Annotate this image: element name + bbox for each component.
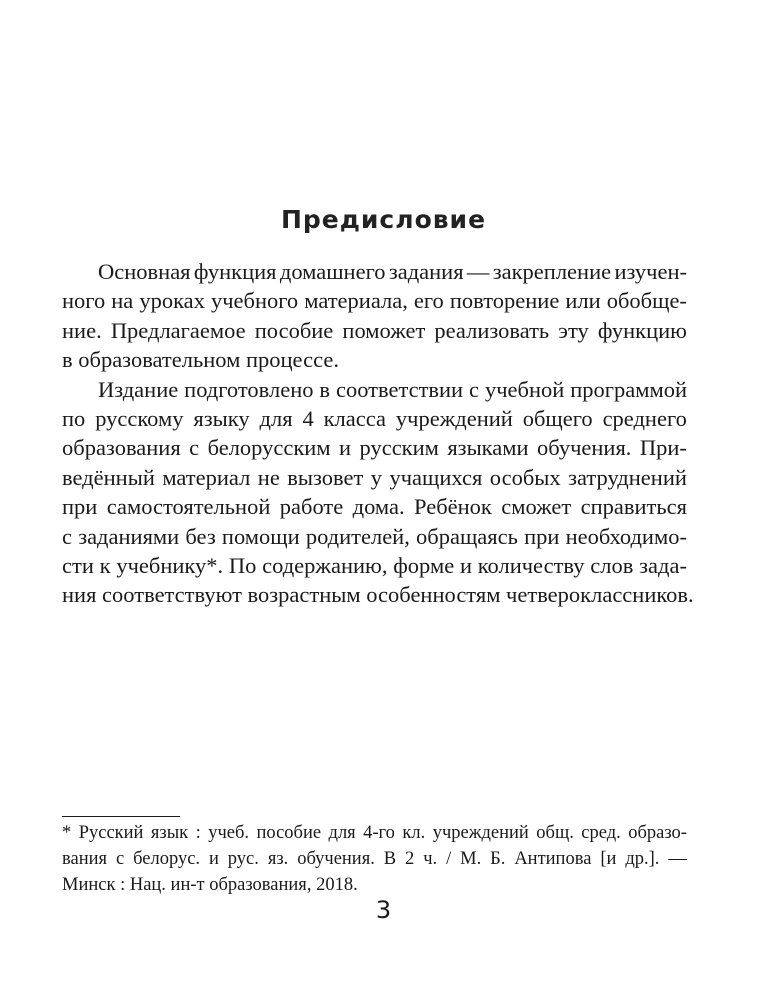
paragraph-2-line-3: образования с белорусским и русским языками обучения. При- <box>62 435 687 461</box>
footnote <box>62 820 687 898</box>
footnote-line-2: вания с белорус. и рус. яз. обучения. В 2 ч. / М. Б. Антипова [и др.]. — <box>62 849 687 869</box>
paragraph-2-line-8: ния соответствуют возрастным особенностям четвероклассников. <box>62 582 694 608</box>
page-title: Предисловие <box>280 205 487 234</box>
paragraph-1-line-1: Основная функция домашнего задания — закрепление изучен- <box>98 259 687 284</box>
paragraph-1-line-3: ние. Предлагаемое пособие поможет реализовать эту функцию <box>62 317 687 343</box>
paragraph-1-line-2: ного на уроках учебного материала, его повторение или обобще- <box>62 288 687 314</box>
paragraph-2-line-6: с заданиями без помощи родителей, обращаясь при необходимо- <box>62 523 687 549</box>
paragraph-2-line-2: по русскому языку для 4 класса учреждений общего среднего <box>62 405 687 431</box>
footnote-line-3: Минск : Нац. ин-т образования, 2018. <box>62 875 358 895</box>
preface-body <box>62 257 694 610</box>
paragraph-2-line-5: при самостоятельной работе дома. Ребёнок сможет справиться <box>62 494 687 520</box>
paragraph-2-line-4: ведённый материал не вызовет у учащихся особых затруднений <box>62 464 687 490</box>
paragraph-1-line-4: в образовательном процессе. <box>62 347 339 373</box>
paragraph-2-line-7: сти к учебнику*. По содержанию, форме и количеству слов зада- <box>62 552 687 578</box>
page-number: 3 <box>375 896 392 924</box>
footnote-divider <box>62 816 180 817</box>
paragraph-2-line-1: Издание подготовлено в соответствии с учебной программой <box>98 376 687 402</box>
footnote-line-1: * Русский язык : учеб. пособие для 4-го кл. учреждений общ. сред. образо- <box>62 823 687 843</box>
